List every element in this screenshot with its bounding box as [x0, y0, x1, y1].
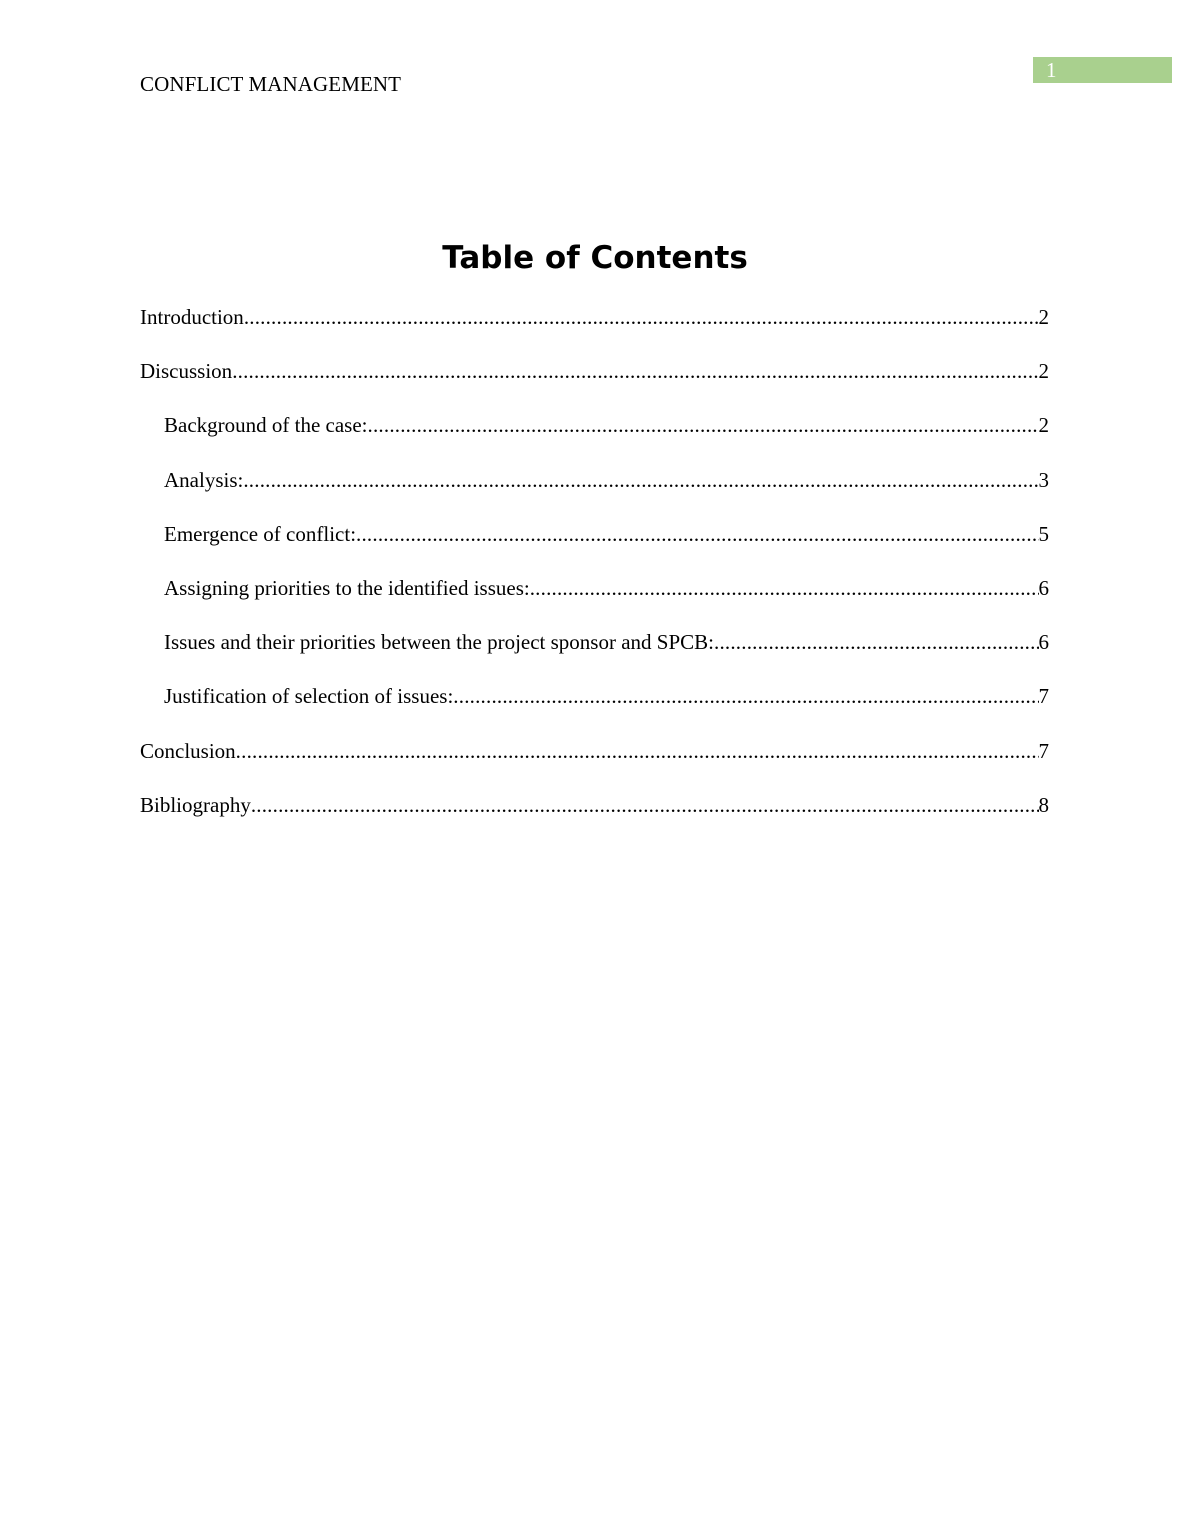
toc-entry-label: Issues and their priorities between the project sponsor and SPCB:	[164, 630, 714, 655]
toc-dot-leader	[530, 574, 1039, 602]
toc-entry-page: 3	[1038, 467, 1049, 492]
toc-entry-issues-and-priorities[interactable]	[140, 628, 1049, 682]
toc-entry-discussion[interactable]	[140, 357, 1049, 411]
toc-entry-conclusion[interactable]	[140, 737, 1049, 791]
toc-entry-label: Introduction	[140, 305, 244, 329]
toc-entry-page: 8	[1038, 792, 1049, 817]
toc-entry-label: Analysis:	[164, 467, 244, 492]
toc-entry-page: 6	[1038, 630, 1049, 655]
toc-entry-label: Conclusion	[140, 738, 236, 763]
toc-entry-label: Background of the case:	[164, 413, 368, 438]
toc-entry-background[interactable]	[140, 411, 1049, 465]
toc-entry-page: 7	[1038, 684, 1049, 709]
toc-entry-label: Assigning priorities to the identified issues:	[164, 575, 530, 600]
toc-entry-label: Justification of selection of issues:	[164, 684, 454, 709]
running-header-title: CONFLICT MANAGEMENT	[140, 72, 402, 96]
toc-entry-page: 7	[1038, 738, 1049, 763]
toc-dot-leader	[251, 791, 1039, 819]
toc-dot-leader	[714, 628, 1039, 656]
toc-entry-analysis[interactable]	[140, 466, 1049, 520]
toc-dot-leader	[368, 411, 1039, 439]
toc-entry-assigning-priorities[interactable]	[140, 574, 1049, 628]
toc-entry-page: 2	[1038, 413, 1049, 438]
toc-dot-leader	[244, 303, 1039, 331]
toc-entry-page: 6	[1038, 575, 1049, 600]
toc-entry-label: Bibliography	[140, 792, 251, 817]
toc-dot-leader	[243, 466, 1038, 494]
toc-dot-leader	[232, 357, 1038, 385]
toc-entry-emergence-of-conflict[interactable]	[140, 520, 1049, 574]
toc-list	[140, 303, 1049, 845]
toc-entry-page: 5	[1038, 521, 1049, 546]
toc-entry-page: 2	[1038, 359, 1049, 384]
toc-heading: Table of Contents	[442, 240, 748, 276]
toc-dot-leader	[236, 737, 1039, 765]
toc-entry-page: 2	[1038, 305, 1049, 329]
toc-entry-label: Emergence of conflict:	[164, 521, 357, 546]
toc-entry-introduction[interactable]	[140, 303, 1049, 357]
toc-dot-leader	[356, 520, 1038, 548]
page-number: 1	[1046, 58, 1057, 82]
toc-entry-label: Discussion	[140, 359, 233, 384]
toc-entry-justification[interactable]	[140, 682, 1049, 736]
toc-dot-leader	[453, 682, 1038, 710]
page-number-badge	[1033, 57, 1172, 83]
toc-entry-bibliography[interactable]	[140, 791, 1049, 845]
